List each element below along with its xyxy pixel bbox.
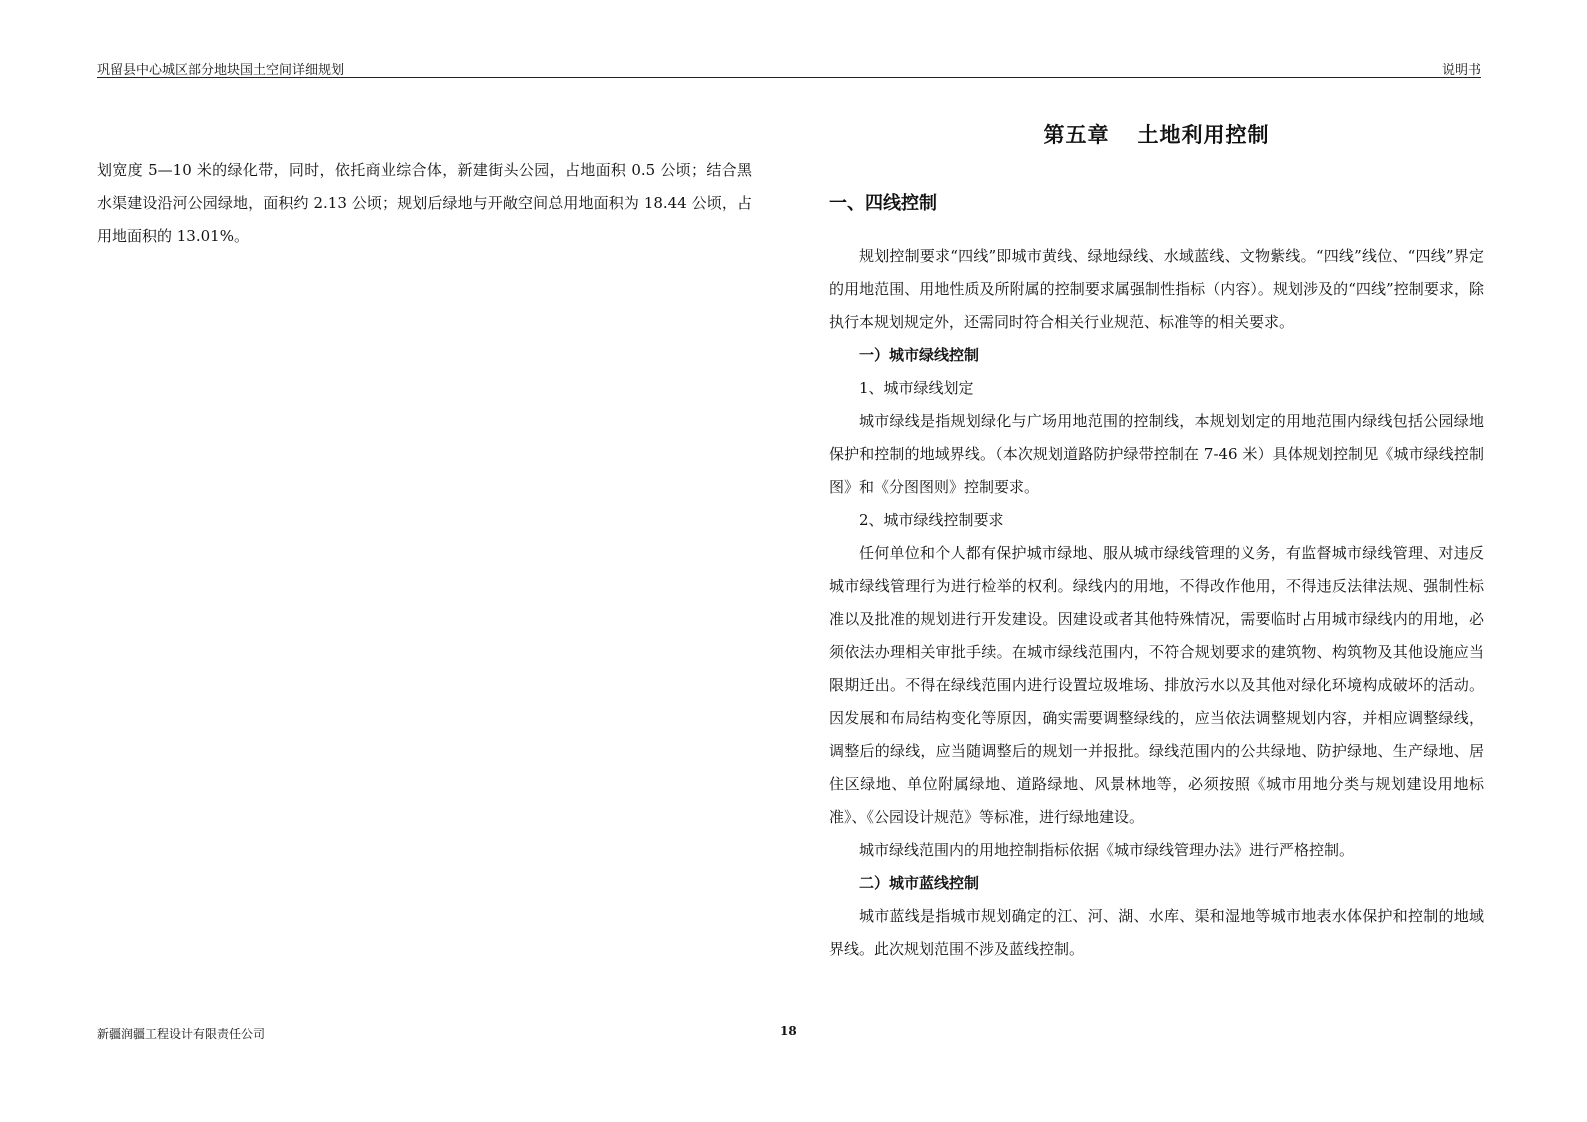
chapter-title xyxy=(829,115,1484,155)
page-number: 18 xyxy=(780,1024,797,1038)
footer-company: 新疆润疆工程设计有限责任公司 xyxy=(97,1027,266,1041)
green-line-paragraph-3: 城市绿线范围内的用地控制指标依据《城市绿线管理办法》进行严格控制。 xyxy=(859,841,1355,859)
section-title: 一、四线控制 xyxy=(829,193,937,214)
blue-line-heading: 二）城市蓝线控制 xyxy=(859,874,980,892)
green-line-paragraph-1: 城市绿线是指规划绿化与广场用地范围的控制线，本规划划定的用地范围内绿线包括公园绿地保护和控制的地域界线。（本次规划道路防护绿带控制在 7-46 米）具体规划控制见《城市绿线控制图》和《分图图则》控制要求。 xyxy=(829,412,1484,496)
left-paragraph: 划宽度 5—10 米的绿化带，同时，依托商业综合体，新建街头公园，占地面积 0.5 公顷；结合黑水渠建设沿河公园绿地，面积约 2.13 公顷；规划后绿地与开敞空间总用地面积为 18.44 公顷，占用地面积的 13.01%。 xyxy=(97,161,752,245)
green-line-subheading-1: 1、城市绿线划定 xyxy=(859,379,974,397)
right-column xyxy=(829,115,1484,966)
intro-paragraph: 规划控制要求“四线”即城市黄线、绿地绿线、水域蓝线、文物紫线。“四线”线位、“四线”界定的用地范围、用地性质及所附属的控制要求属强制性指标（内容）。规划涉及的“四线”控制要求，除执行本规划规定外，还需同时符合相关行业规范、标准等的相关要求。 xyxy=(829,247,1484,331)
header-title: 巩留县中心城区部分地块国土空间详细规划 xyxy=(97,63,345,78)
green-line-subheading-2: 2、城市绿线控制要求 xyxy=(859,511,1004,529)
header-doc-type: 说明书 xyxy=(1441,63,1481,78)
green-line-heading: 一）城市绿线控制 xyxy=(859,346,980,364)
blue-line-paragraph: 城市蓝线是指城市规划确定的江、河、湖、水库、渠和湿地等城市地表水体保护和控制的地域界线。此次规划范围不涉及蓝线控制。 xyxy=(829,907,1484,958)
header-rule xyxy=(97,77,1481,78)
green-line-paragraph-2: 任何单位和个人都有保护城市绿地、服从城市绿线管理的义务，有监督城市绿线管理、对违反城市绿线管理行为进行检举的权利。绿线内的用地，不得改作他用，不得违反法律法规、强制性标准以及批准的规划进行开发建设。因建设或者其他特殊情况，需要临时占用城市绿线内的用地，必须依法办理相关审批手续。在城市绿线范围内，不符合规划要求的建筑物、构筑物及其他设施应当限期迁出。不得在绿线范围内进行设置垃圾堆场、排放污水以及其他对绿化环境构成破坏的活动。因发展和布局结构变化等原因，确实需要调整绿线的，应当依法调整规划内容，并相应调整绿线，调整后的绿线，应当随调整后的规划一并报批。绿线范围内的公共绿地、防护绿地、生产绿地、居住区绿地、单位附属绿地、道路绿地、风景林地等，必须按照《城市用地分类与规划建设用地标准》、《公园设计规范》等标准，进行绿地建设。 xyxy=(829,544,1484,826)
chapter-number: 第五章 xyxy=(1043,123,1110,147)
left-column xyxy=(97,154,752,253)
chapter-name: 土地利用控制 xyxy=(1137,123,1270,147)
